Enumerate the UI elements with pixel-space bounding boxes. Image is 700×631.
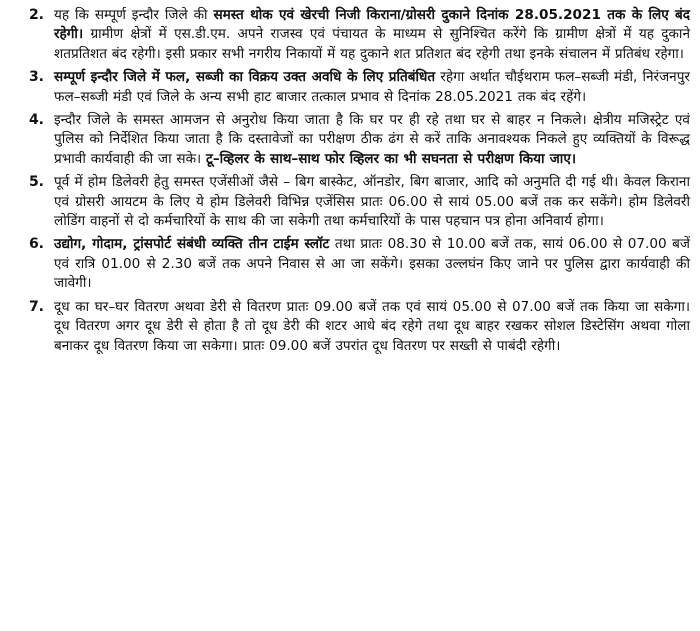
item-text-segment: दूध का घर–घर वितरण अथवा डेरी से वितरण प्रातः 09.00 बजें तक एवं सायं 05.00 से 07.00 बजें तक किया जा सकेगा। दूध वितरण अगर दूध डेरी से होता है तो दूध डेरी की शटर आधे बंद रहेगे तथा दूध बाहर रखकर सोशल डिस्टेसिंग अथवा गोला बनाकर दूध वितरण किया जा सकेगा। प्रातः 09.00 बजें उपरांत दूध वितरण पर सख्ती से पाबंदी रहेगी। — [54, 298, 690, 354]
item-text-bold-segment: सम्पूर्ण इन्दौर जिले में फल, सब्जी का विक्रय उक्त अवधि के लिए प्रतिबंधित — [54, 69, 436, 86]
item-text-bold-segment: समस्त थोक एवं खेरची निजी किराना/ग्रोसरी दुकाने दिनांक 28.05.2021 तक के लिए बंद रहेगी। — [54, 7, 690, 43]
item-text — [54, 6, 690, 64]
item-text-bold-segment: उद्योग, गोदाम, ट्रांसपोर्ट संबंधी व्यक्ति तीन टाईम स्लॉट — [54, 236, 330, 253]
item-text-segment: तथा प्रातः 08.30 से 10.00 बजें तक, सायं 06.00 से 07.00 बजें एवं रात्रि 01.00 से 2.30 बजें तक अपने निवास से आ जा सकेंगे। इसका उल्लघंन किए जाने पर पुलिस द्वारा कार्यवाही की जावेगी। — [54, 236, 690, 292]
list-item-5 — [10, 173, 690, 231]
item-text-segment: रहेगा अर्थात चौईथराम फल–सब्जी मंडी, निरंजनपुर फल–सब्जी मंडी एवं जिले के अन्य सभी हाट बाजार तत्काल प्रभाव से दिनांक 28.05.2021 तक बंद रहेंगे। — [54, 69, 690, 105]
list-item-6 — [10, 235, 690, 293]
item-text — [54, 111, 690, 169]
item-text-segment: ग्रामीण क्षेत्रों में एस.डी.एम. अपने राजस्व एवं पंचायत के माध्यम से सुनिश्चित करेंगे कि ग्रामीण क्षेत्रों में यह दुकाने शतप्रतिशत बंद रहेगी। इसी प्रकार सभी नगरीय निकायों में यह दुकाने शत प्रतिशत बंद रहेगी तथा इनके संचालन में प्रतिबंध रहेगा। — [54, 26, 690, 62]
item-text-bold-segment: टू–व्हिलर के साथ–साथ फोर व्हिलर का भी सघनता से परीक्षण किया जाए। — [206, 150, 576, 167]
item-number: 7. — [28, 298, 44, 315]
item-text-segment: इन्दौर जिले के समस्त आमजन से अनुरोध किया जाता है कि घर पर ही रहे तथा घर से बाहर न निकले। क्षेत्रीय मजिस्ट्रेट एवं पुलिस को निर्देशित किया जाता है कि दस्तावेजों का परीक्षण ठीक ढंग से करें ताकि अनावश्यक निकले हुए व्यक्तियों के विरूद्ध प्रभावी कार्यवाही की जा सके। — [54, 112, 690, 167]
item-number: 2. — [28, 7, 44, 23]
item-text — [54, 173, 690, 231]
item-number: 5. — [28, 174, 44, 191]
item-text — [54, 68, 690, 107]
list-item-3 — [10, 68, 690, 107]
item-text — [54, 298, 690, 356]
list-item-2 — [10, 6, 690, 64]
item-text — [54, 235, 690, 293]
list-item-4 — [10, 111, 690, 169]
item-text-segment: पूर्व में होम डिलेवरी हेतु समस्त एजेंसीओं जैसे – बिग बास्केट, ऑनडोर, बिग बाजार, आदि को अनुमति दी गई थी। केवल किराना एवं ग्रोसरी आयटम के लिए ये होम डिलेवरी विभिन्न एजेंसिस प्रातः 06.00 से सायं 05.00 बजें तक कर सकेंगे। होम डिलेवरी लोडिंग वाहनों से दो कर्मचारियों के साथ की जा सकेगी तथा कर्मचारियों के पास पहचान पत्र होना अनिवार्य होगा। — [54, 174, 690, 230]
list-item-7 — [10, 298, 690, 356]
item-number: 4. — [28, 112, 44, 129]
item-number: 3. — [28, 69, 44, 86]
item-number: 6. — [28, 236, 44, 253]
item-text-segment: यह कि सम्पूर्ण इन्दौर जिले की — [54, 7, 214, 23]
